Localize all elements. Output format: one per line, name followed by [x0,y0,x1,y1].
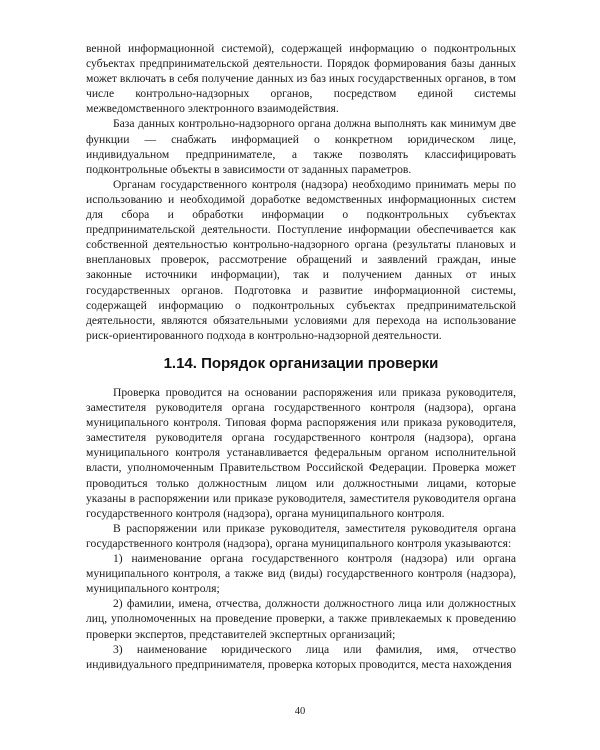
body-text-bottom [86,385,516,672]
paragraph: венной информационной системой), содержащей информацию о подконтрольных субъектах предпринимательской деятельности. Порядок формирования базы данных может включать в себя получение данных из баз иных государственных органов, в том числе контрольно-надзорных органов, посредством единой системы межведомственного электронного взаимодействия. [86,42,516,116]
paragraph: Органам государственного контроля (надзора) необходимо принимать меры по использованию и необходимой доработке ведомственных информационных систем для сбора и обработки информации о подконтрольных субъектах предпринимательской деятельности. Поступление информации обеспечивается как собственной деятельностью контрольно-надзорного органа (результаты плановых и внеплановых проверок, рассмотрение обращений и заявлений граждан, иные законные источники информации), так и получением данных от иных государственных органов. Подготовка и развитие информационной системы, содержащей информацию о подконтрольных субъектах предпринимательской деятельности, являются обязательными условиями для перехода на использование риск-ориентированного подхода в контрольно-надзорной деятельности. [86,177,516,342]
list-item: 2) фамилии, имена, отчества, должности должностного лица или должностных лиц, уполномоченных на проведение проверки, а также привлекаемых к проведению проверки экспертов, представителей экспертных организаций; [86,597,516,641]
section-heading: 1.14. Порядок организации проверки [163,355,439,372]
page-number: 40 [294,706,306,717]
paragraph: В распоряжении или приказе руководителя, заместителя руководителя органа государственного контроля (надзора), органа муниципального контроля указываются: [86,521,516,550]
list-item: 3) наименование юридического лица или фамилия, имя, отчество индивидуального предпринимателя, проверка которых проводится, места нахождения [86,642,516,671]
paragraph: Проверка проводится на основании распоряжения или приказа руководителя, заместителя руководителя органа государственного контроля (надзора), органа муниципального контроля. Типовая форма распоряжения или приказа руководителя, заместителя руководителя органа государственного контроля (надзора), органа муниципального контроля устанавливается федеральным органом исполнительной власти, уполномоченным Правительством Российской Федерации. Проверка может проводиться только должностным лицом или должностными лицами, которые указаны в распоряжении или приказе руководителя, заместителя руководителя органа государственного контроля (надзора), органа муниципального контроля. [86,386,516,520]
paragraph: База данных контрольно-надзорного органа должна выполнять как минимум две функции — снабжать информацией о конкретном юридическом лице, индивидуальном предпринимателе, а также позволять классифицировать подконтрольные объекты в зависимости от заданных параметров. [86,117,516,176]
list-item: 1) наименование органа государственного контроля (надзора) или органа муниципального контроля, а также вид (виды) государственного контроля (надзора), муниципального контроля; [86,552,516,596]
body-text-top [86,41,516,343]
